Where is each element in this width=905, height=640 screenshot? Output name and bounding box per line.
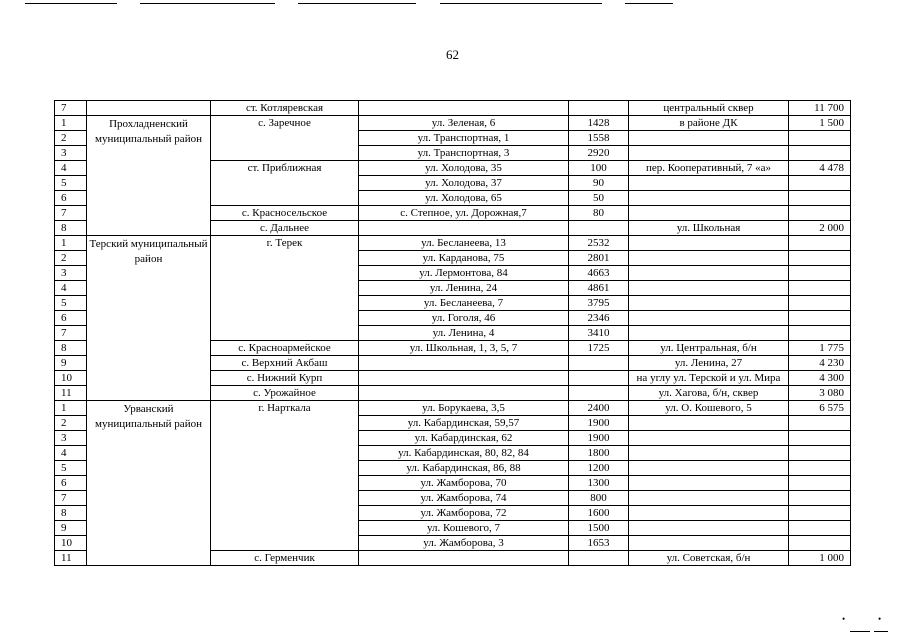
place-cell — [629, 506, 789, 521]
address-cell: ул. Транспортная, 1 — [359, 131, 569, 146]
area-cell — [789, 446, 851, 461]
place-cell — [629, 311, 789, 326]
place-cell: ул. Советская, б/н — [629, 551, 789, 566]
quantity-cell: 1653 — [569, 536, 629, 551]
row-number: 11 — [55, 386, 87, 401]
row-number: 6 — [55, 311, 87, 326]
row-number: 7 — [55, 491, 87, 506]
place-cell — [629, 266, 789, 281]
address-cell: ул. Холодова, 37 — [359, 176, 569, 191]
row-number: 9 — [55, 356, 87, 371]
settlement-cell: с. Нижний Курп — [211, 371, 359, 386]
quantity-cell: 1900 — [569, 431, 629, 446]
quantity-cell: 3410 — [569, 326, 629, 341]
place-cell — [629, 146, 789, 161]
header-rule — [625, 3, 673, 4]
row-number: 1 — [55, 116, 87, 131]
row-number: 6 — [55, 191, 87, 206]
quantity-cell — [569, 101, 629, 116]
place-cell — [629, 176, 789, 191]
area-cell: 1 500 — [789, 116, 851, 131]
row-number: 1 — [55, 401, 87, 416]
row-number: 1 — [55, 236, 87, 251]
area-cell — [789, 491, 851, 506]
area-cell — [789, 281, 851, 296]
quantity-cell: 1558 — [569, 131, 629, 146]
row-number: 2 — [55, 131, 87, 146]
area-cell — [789, 236, 851, 251]
header-rule — [140, 3, 275, 4]
place-cell — [629, 236, 789, 251]
settlement-cell: г. Нарткала — [211, 401, 359, 551]
row-number: 8 — [55, 341, 87, 356]
place-cell: ул. Центральная, б/н — [629, 341, 789, 356]
place-cell: на углу ул. Терской и ул. Мира — [629, 371, 789, 386]
quantity-cell — [569, 386, 629, 401]
area-cell — [789, 251, 851, 266]
place-cell — [629, 431, 789, 446]
area-cell — [789, 311, 851, 326]
settlement-cell: с. Заречное — [211, 116, 359, 161]
row-number: 3 — [55, 431, 87, 446]
place-cell — [629, 206, 789, 221]
row-number: 4 — [55, 281, 87, 296]
area-cell: 3 080 — [789, 386, 851, 401]
area-cell — [789, 461, 851, 476]
place-cell — [629, 461, 789, 476]
row-number: 2 — [55, 416, 87, 431]
place-cell: ул. О. Кошевого, 5 — [629, 401, 789, 416]
area-cell: 6 575 — [789, 401, 851, 416]
quantity-cell: 90 — [569, 176, 629, 191]
quantity-cell: 3795 — [569, 296, 629, 311]
row-number: 3 — [55, 266, 87, 281]
row-number: 3 — [55, 146, 87, 161]
address-cell — [359, 551, 569, 566]
row-number: 7 — [55, 206, 87, 221]
address-cell: ул. Холодова, 65 — [359, 191, 569, 206]
place-cell: в районе ДК — [629, 116, 789, 131]
row-number: 8 — [55, 221, 87, 236]
address-cell — [359, 221, 569, 236]
address-cell: ул. Зеленая, 6 — [359, 116, 569, 131]
area-cell — [789, 206, 851, 221]
header-rule — [440, 3, 602, 4]
header-rule — [298, 3, 416, 4]
row-number: 9 — [55, 521, 87, 536]
place-cell — [629, 281, 789, 296]
row-number: 6 — [55, 476, 87, 491]
settlement-cell: с. Красносельское — [211, 206, 359, 221]
area-cell — [789, 326, 851, 341]
page-number: 62 — [446, 47, 459, 62]
place-cell: ул. Хагова, б/н, сквер — [629, 386, 789, 401]
quantity-cell: 2400 — [569, 401, 629, 416]
settlement-cell: с. Красноармейское — [211, 341, 359, 356]
address-cell — [359, 386, 569, 401]
place-cell — [629, 521, 789, 536]
area-cell — [789, 521, 851, 536]
settlement-cell: с. Урожайное — [211, 386, 359, 401]
row-number: 5 — [55, 461, 87, 476]
address-cell: с. Степное, ул. Дорожная,7 — [359, 206, 569, 221]
address-cell: ул. Холодова, 35 — [359, 161, 569, 176]
quantity-cell: 2801 — [569, 251, 629, 266]
area-cell — [789, 191, 851, 206]
settlement-table — [54, 100, 851, 566]
area-cell: 4 230 — [789, 356, 851, 371]
scan-artifact-mark: • — [878, 614, 882, 624]
table-row — [55, 116, 851, 131]
quantity-cell — [569, 371, 629, 386]
row-number: 10 — [55, 371, 87, 386]
quantity-cell: 1600 — [569, 506, 629, 521]
place-cell — [629, 131, 789, 146]
place-cell — [629, 326, 789, 341]
row-number: 5 — [55, 296, 87, 311]
scan-artifact-line — [874, 631, 888, 632]
quantity-cell: 4663 — [569, 266, 629, 281]
address-cell — [359, 371, 569, 386]
address-cell: ул. Ленина, 4 — [359, 326, 569, 341]
address-cell: ул. Борукаева, 3,5 — [359, 401, 569, 416]
row-number: 5 — [55, 176, 87, 191]
settlement-cell: ст. Котляревская — [211, 101, 359, 116]
place-cell: центральный сквер — [629, 101, 789, 116]
row-number: 8 — [55, 506, 87, 521]
address-cell: ул. Бесланеева, 13 — [359, 236, 569, 251]
quantity-cell: 2920 — [569, 146, 629, 161]
place-cell — [629, 491, 789, 506]
row-number: 4 — [55, 446, 87, 461]
quantity-cell: 4861 — [569, 281, 629, 296]
address-cell: ул. Кошевого, 7 — [359, 521, 569, 536]
place-cell — [629, 191, 789, 206]
district-cell: Прохладненский муниципальный район — [87, 116, 211, 236]
quantity-cell: 2532 — [569, 236, 629, 251]
address-cell: ул. Жамборова, 70 — [359, 476, 569, 491]
settlement-cell: с. Верхний Акбаш — [211, 356, 359, 371]
address-cell: ул. Кабардинская, 80, 82, 84 — [359, 446, 569, 461]
address-cell — [359, 356, 569, 371]
quantity-cell: 800 — [569, 491, 629, 506]
address-cell: ул. Кабардинская, 86, 88 — [359, 461, 569, 476]
scan-artifact-mark: • — [842, 614, 846, 624]
quantity-cell: 1800 — [569, 446, 629, 461]
area-cell: 11 700 — [789, 101, 851, 116]
address-cell: ул. Жамборова, 74 — [359, 491, 569, 506]
place-cell — [629, 296, 789, 311]
address-cell: ул. Школьная, 1, 3, 5, 7 — [359, 341, 569, 356]
area-cell: 2 000 — [789, 221, 851, 236]
quantity-cell: 1200 — [569, 461, 629, 476]
address-cell: ул. Кабардинская, 59,57 — [359, 416, 569, 431]
row-number: 2 — [55, 251, 87, 266]
area-cell: 4 300 — [789, 371, 851, 386]
settlement-cell: с. Дальнее — [211, 221, 359, 236]
quantity-cell — [569, 356, 629, 371]
quantity-cell: 1428 — [569, 116, 629, 131]
quantity-cell — [569, 221, 629, 236]
address-cell: ул. Кабардинская, 62 — [359, 431, 569, 446]
area-cell — [789, 476, 851, 491]
address-cell: ул. Жамборова, 72 — [359, 506, 569, 521]
quantity-cell: 1500 — [569, 521, 629, 536]
place-cell: ул. Школьная — [629, 221, 789, 236]
table-row — [55, 101, 851, 116]
header-rule — [25, 3, 117, 4]
row-number: 4 — [55, 161, 87, 176]
address-cell: ул. Гоголя, 46 — [359, 311, 569, 326]
area-cell — [789, 176, 851, 191]
quantity-cell: 50 — [569, 191, 629, 206]
address-cell — [359, 101, 569, 116]
quantity-cell: 1725 — [569, 341, 629, 356]
quantity-cell: 2346 — [569, 311, 629, 326]
row-number: 7 — [55, 326, 87, 341]
place-cell — [629, 446, 789, 461]
quantity-cell: 1300 — [569, 476, 629, 491]
place-cell — [629, 536, 789, 551]
row-number: 11 — [55, 551, 87, 566]
area-cell — [789, 431, 851, 446]
settlement-cell: с. Герменчик — [211, 551, 359, 566]
scan-artifact-line — [850, 631, 870, 632]
area-cell: 1 000 — [789, 551, 851, 566]
district-cell — [87, 101, 211, 116]
quantity-cell — [569, 551, 629, 566]
place-cell — [629, 251, 789, 266]
area-cell — [789, 506, 851, 521]
address-cell: ул. Транспортная, 3 — [359, 146, 569, 161]
area-cell — [789, 416, 851, 431]
district-cell: Урванский муниципальный район — [87, 401, 211, 566]
quantity-cell: 80 — [569, 206, 629, 221]
area-cell — [789, 146, 851, 161]
address-cell: ул. Бесланеева, 7 — [359, 296, 569, 311]
area-cell: 1 775 — [789, 341, 851, 356]
place-cell — [629, 476, 789, 491]
address-cell: ул. Ленина, 24 — [359, 281, 569, 296]
table-row — [55, 236, 851, 251]
settlement-cell: ст. Приближная — [211, 161, 359, 206]
area-cell — [789, 266, 851, 281]
address-cell: ул. Лермонтова, 84 — [359, 266, 569, 281]
place-cell — [629, 416, 789, 431]
row-number: 10 — [55, 536, 87, 551]
area-cell — [789, 536, 851, 551]
place-cell: пер. Кооперативный, 7 «а» — [629, 161, 789, 176]
area-cell — [789, 131, 851, 146]
table-row — [55, 401, 851, 416]
settlement-cell: г. Терек — [211, 236, 359, 341]
row-number: 7 — [55, 101, 87, 116]
quantity-cell: 1900 — [569, 416, 629, 431]
quantity-cell: 100 — [569, 161, 629, 176]
address-cell: ул. Карданова, 75 — [359, 251, 569, 266]
address-cell: ул. Жамборова, 3 — [359, 536, 569, 551]
area-cell: 4 478 — [789, 161, 851, 176]
place-cell: ул. Ленина, 27 — [629, 356, 789, 371]
district-cell: Терский муниципальный район — [87, 236, 211, 401]
area-cell — [789, 296, 851, 311]
